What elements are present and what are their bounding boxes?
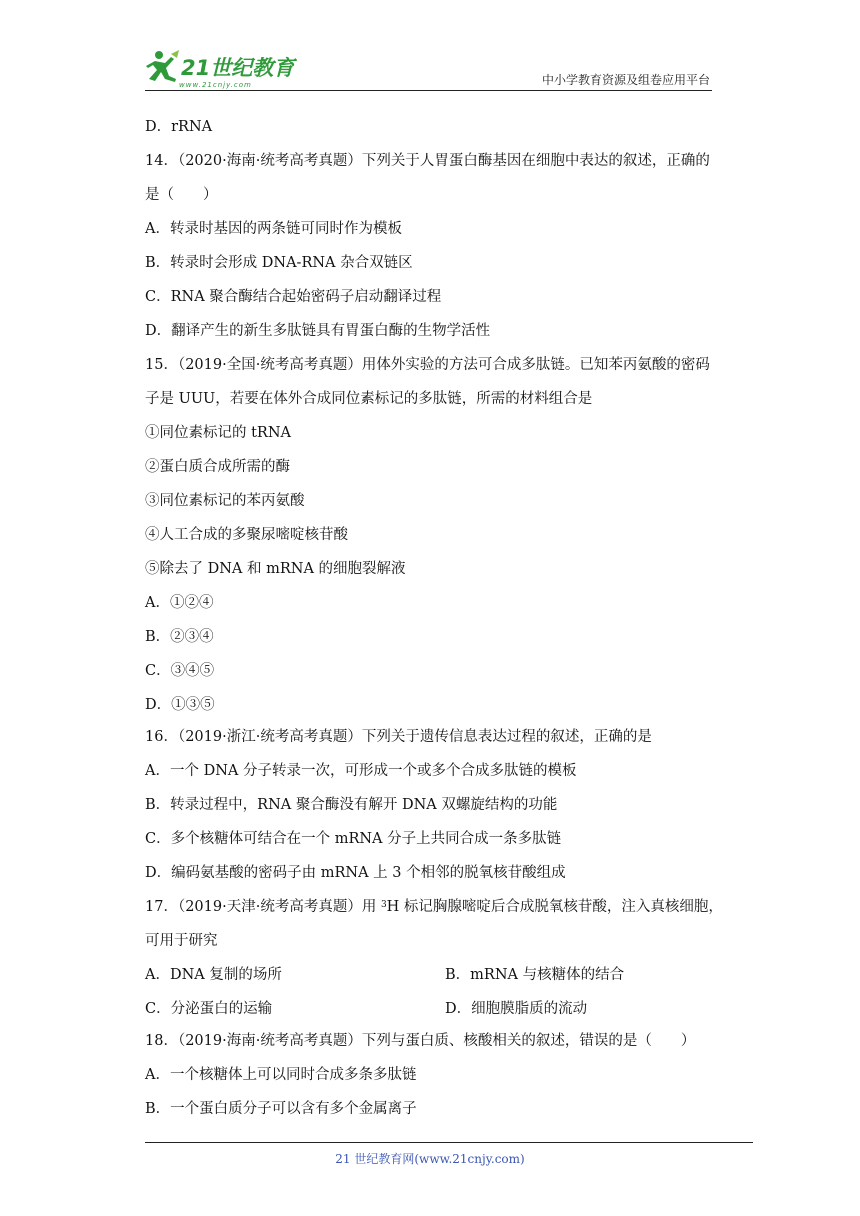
header-divider <box>145 90 712 91</box>
material-5: ⑤除去了 DNA 和 mRNA 的细胞裂解液 <box>145 561 406 577</box>
option-a-q17: A．DNA 复制的场所 <box>145 967 282 983</box>
question-15-stem-cont: 子是 UUU，若要在体外合成同位素标记的多肽链，所需的材料组合是 <box>145 391 593 407</box>
option-c-q15: C．③④⑤ <box>145 663 215 679</box>
option-a-q18: A．一个核糖体上可以同时合成多条多肽链 <box>145 1067 417 1083</box>
q17-text-pre: 17．（2019·天津·统考高考真题）用 <box>145 899 381 915</box>
runner-icon <box>145 48 181 88</box>
option-b-q16: B．转录过程中，RNA 聚合酶没有解开 DNA 双螺旋结构的功能 <box>145 797 558 813</box>
option-b-q18: B．一个蛋白质分子可以含有多个金属离子 <box>145 1101 417 1117</box>
option-b-q17: B．mRNA 与核糖体的结合 <box>445 967 625 983</box>
site-logo <box>145 48 320 90</box>
q17-text-post: H 标记胸腺嘧啶后合成脱氧核苷酸，注入真核细胞， <box>386 899 723 915</box>
question-16-stem: 16．（2019·浙江·统考高考真题）下列关于遗传信息表达过程的叙述，正确的是 <box>145 729 652 745</box>
material-4: ④人工合成的多聚尿嘧啶核苷酸 <box>145 527 348 543</box>
material-2: ②蛋白质合成所需的酶 <box>145 459 290 475</box>
option-d-q13: D．rRNA <box>145 119 213 135</box>
option-a-q15: A．①②④ <box>145 595 214 611</box>
question-14-stem: 14．（2020·海南·统考高考真题）下列关于人胃蛋白酶基因在细胞中表达的叙述，正确的 <box>145 153 710 169</box>
option-d-q17: D．细胞膜脂质的流动 <box>445 1001 588 1017</box>
question-15-stem: 15．（2019·全国·统考高考真题）用体外实验的方法可合成多肽链。已知苯丙氨酸的密码 <box>145 357 710 373</box>
question-17-stem-cont: 可用于研究 <box>145 933 218 949</box>
option-a-q14: A．转录时基因的两条链可同时作为模板 <box>145 221 402 237</box>
option-b-q15: B．②③④ <box>145 629 214 645</box>
header-tagline: 中小学教育资源及组卷应用平台 <box>541 73 710 87</box>
material-3: ③同位素标记的苯丙氨酸 <box>145 493 305 509</box>
question-14-stem-cont: 是（ ） <box>145 187 218 203</box>
footer-divider <box>145 1142 753 1143</box>
logo-url: www.21cnjy.com <box>179 81 252 89</box>
question-17-stem <box>145 897 723 917</box>
option-c-q16: C．多个核糖体可结合在一个 mRNA 分子上共同合成一条多肽链 <box>145 831 562 847</box>
option-d-q15: D．①③⑤ <box>145 697 215 713</box>
option-d-q16: D．编码氨基酸的密码子由 mRNA 上 3 个相邻的脱氧核苷酸组成 <box>145 865 566 881</box>
footer-link[interactable]: 21 世纪教育网(www.21cnjy.com) <box>335 1152 525 1166</box>
logo-text: 21世纪教育 <box>181 56 295 80</box>
page-header <box>145 40 710 92</box>
option-a-q16: A．一个 DNA 分子转录一次，可形成一个或多个合成多肽链的模板 <box>145 763 577 779</box>
option-c-q14: C．RNA 聚合酶结合起始密码子启动翻译过程 <box>145 289 442 305</box>
option-b-q14: B．转录时会形成 DNA-RNA 杂合双链区 <box>145 255 413 271</box>
question-18-stem: 18．（2019·海南·统考高考真题）下列与蛋白质、核酸相关的叙述，错误的是（ ） <box>145 1033 696 1049</box>
material-1: ①同位素标记的 tRNA <box>145 425 292 441</box>
q17-superscript: 3 <box>380 900 387 910</box>
option-d-q14: D．翻译产生的新生多肽链具有胃蛋白酶的生物学活性 <box>145 323 491 339</box>
option-c-q17: C．分泌蛋白的运输 <box>145 1001 273 1017</box>
